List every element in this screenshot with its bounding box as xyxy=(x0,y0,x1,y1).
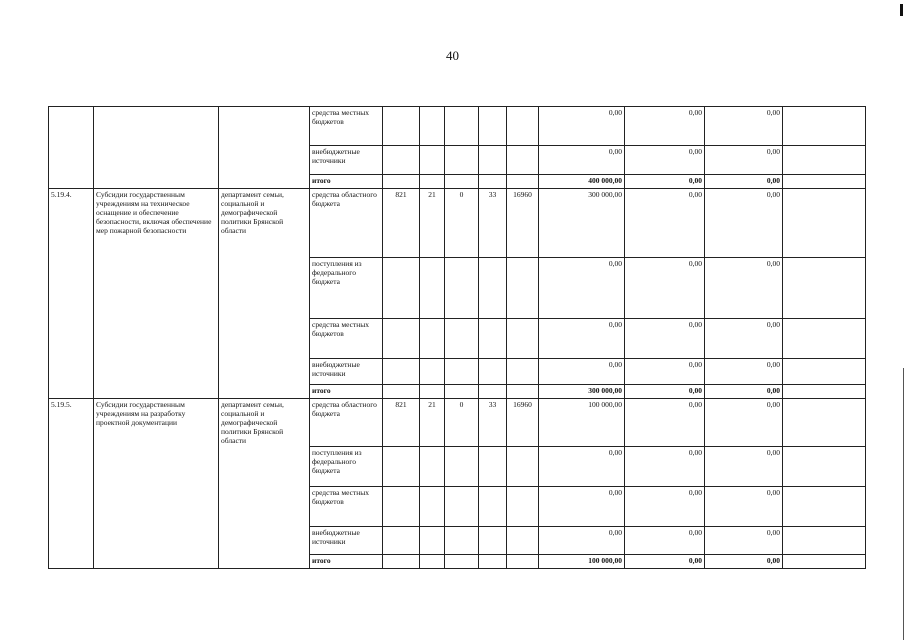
source-label: внебюджетные источники xyxy=(310,146,383,175)
code-cell: 16960 xyxy=(507,189,539,258)
item-name: Субсидии государственным учреждениям на техническое оснащение и обеспечение безопасности, включая обеспечение мер пожарной безопасности xyxy=(94,189,219,399)
amount-cell: 0,00 xyxy=(625,527,705,555)
source-label: средства областного бюджета xyxy=(310,189,383,258)
amount-cell: 0,00 xyxy=(705,487,783,527)
amount-cell: 300 000,00 xyxy=(539,385,625,399)
code-cell: 21 xyxy=(420,399,445,447)
amount-cell: 0,00 xyxy=(705,175,783,189)
amount-cell: 0,00 xyxy=(625,175,705,189)
table-row xyxy=(49,399,866,447)
source-label: средства местных бюджетов xyxy=(310,107,383,146)
cell-executor xyxy=(219,107,310,189)
amount-cell: 0,00 xyxy=(625,146,705,175)
amount-cell: 0,00 xyxy=(705,146,783,175)
source-label: поступления из федерального бюджета xyxy=(310,447,383,487)
code-cell: 821 xyxy=(383,189,420,258)
source-label: внебюджетные источники xyxy=(310,359,383,385)
amount-cell: 0,00 xyxy=(539,447,625,487)
code-cell: 21 xyxy=(420,189,445,258)
source-label: итого xyxy=(310,385,383,399)
code-cell: 16960 xyxy=(507,399,539,447)
amount-cell: 0,00 xyxy=(705,447,783,487)
amount-cell: 0,00 xyxy=(539,258,625,319)
item-number: 5.19.5. xyxy=(49,399,94,569)
amount-cell: 0,00 xyxy=(539,487,625,527)
amount-cell: 0,00 xyxy=(705,319,783,359)
amount-cell: 400 000,00 xyxy=(539,175,625,189)
amount-cell: 0,00 xyxy=(625,258,705,319)
amount-cell: 0,00 xyxy=(705,385,783,399)
budget-table xyxy=(48,106,866,569)
amount-cell: 0,00 xyxy=(705,258,783,319)
amount-cell: 0,00 xyxy=(705,399,783,447)
amount-cell: 0,00 xyxy=(625,385,705,399)
amount-cell: 0,00 xyxy=(625,189,705,258)
source-label: средства местных бюджетов xyxy=(310,487,383,527)
amount-cell: 0,00 xyxy=(539,146,625,175)
amount-cell: 0,00 xyxy=(625,319,705,359)
scan-edge-line xyxy=(903,368,904,640)
item-name: Субсидии государственным учреждениям на разработку проектной документации xyxy=(94,399,219,569)
cell-name xyxy=(94,107,219,189)
table-row xyxy=(49,107,866,146)
code-cell: 0 xyxy=(445,189,479,258)
source-label: средства местных бюджетов xyxy=(310,319,383,359)
amount-cell: 100 000,00 xyxy=(539,555,625,569)
source-label: поступления из федерального бюджета xyxy=(310,258,383,319)
table-row xyxy=(49,189,866,258)
amount-cell: 0,00 xyxy=(625,359,705,385)
amount-cell: 0,00 xyxy=(705,527,783,555)
source-label: итого xyxy=(310,555,383,569)
amount-cell: 0,00 xyxy=(625,487,705,527)
source-label: внебюджетные источники xyxy=(310,527,383,555)
code-cell: 0 xyxy=(445,399,479,447)
amount-cell: 0,00 xyxy=(539,527,625,555)
amount-cell: 0,00 xyxy=(705,189,783,258)
amount-cell: 0,00 xyxy=(625,107,705,146)
amount-cell: 0,00 xyxy=(539,319,625,359)
code-cell: 33 xyxy=(479,189,507,258)
scan-edge-mark xyxy=(900,4,903,16)
source-label: итого xyxy=(310,175,383,189)
item-number: 5.19.4. xyxy=(49,189,94,399)
amount-cell: 300 000,00 xyxy=(539,189,625,258)
amount-cell: 0,00 xyxy=(705,359,783,385)
amount-cell: 0,00 xyxy=(539,359,625,385)
amount-cell: 0,00 xyxy=(705,107,783,146)
amount-cell: 0,00 xyxy=(625,399,705,447)
amount-cell: 0,00 xyxy=(705,555,783,569)
amount-cell: 0,00 xyxy=(625,447,705,487)
source-label: средства областного бюджета xyxy=(310,399,383,447)
page-number: 40 xyxy=(446,48,459,63)
amount-cell: 0,00 xyxy=(625,555,705,569)
item-executor: департамент семьи, социальной и демографической политики Брянской области xyxy=(219,399,310,569)
amount-cell: 0,00 xyxy=(539,107,625,146)
item-executor: департамент семьи, социальной и демографической политики Брянской области xyxy=(219,189,310,399)
code-cell: 33 xyxy=(479,399,507,447)
amount-cell: 100 000,00 xyxy=(539,399,625,447)
code-cell: 821 xyxy=(383,399,420,447)
cell-num xyxy=(49,107,94,189)
